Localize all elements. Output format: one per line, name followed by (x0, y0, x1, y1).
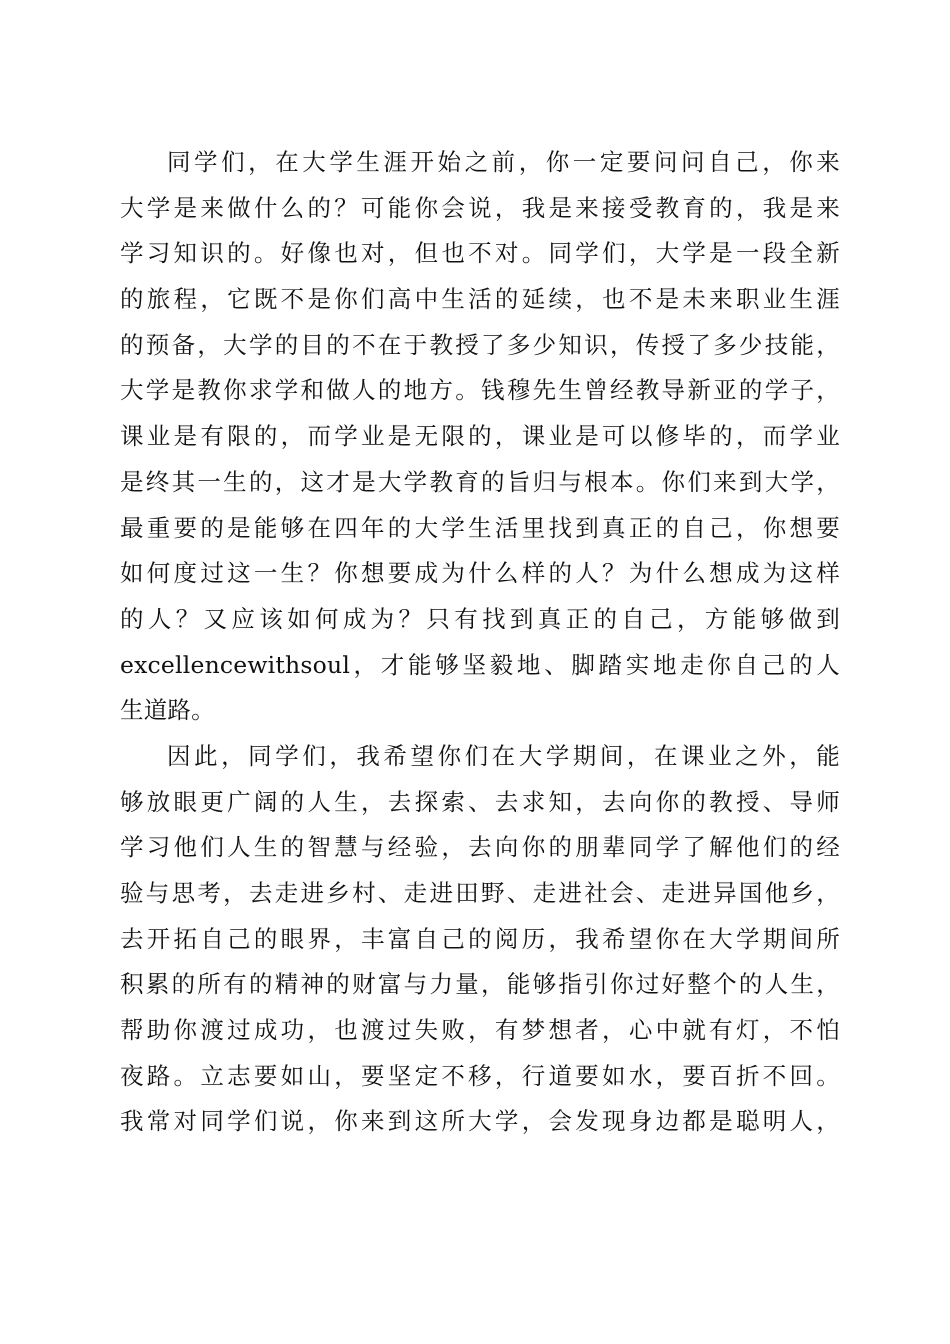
text-line: 帮助你渡过成功，也渡过失败，有梦想者，心中就有灯，不怕 (120, 1016, 840, 1045)
text-line: 如何度过这一生？你想要成为什么样的人？为什么想成为这样 (120, 559, 840, 588)
paragraph-1 (120, 140, 840, 734)
text-line: 同学们，在大学生涯开始之前，你一定要问问自己，你来 (167, 148, 840, 176)
text-line: 大学是教你求学和做人的地方。钱穆先生曾经教导新亚的学子， (120, 376, 840, 405)
text-line: 的旅程，它既不是你们高中生活的延续，也不是未来职业生涯 (120, 285, 840, 314)
text-line: 去开拓自己的眼界，丰富自己的阅历，我希望你在大学期间所 (120, 924, 840, 953)
text-line: 够放眼更广阔的人生，去探索、去求知，去向你的教授、导师 (120, 787, 840, 816)
text-line: 生道路。 (120, 696, 215, 725)
text-line: 验与思考，去走进乡村、走进田野、走进社会、走进异国他乡， (120, 879, 840, 907)
text-line: 学习他们人生的智慧与经验，去向你的朋辈同学了解他们的经 (120, 833, 840, 862)
text-line: 课业是有限的，而学业是无限的，课业是可以修毕的，而学业 (120, 422, 840, 451)
text-line: 的人？又应该如何成为？只有找到真正的自己，方能够做到 (120, 604, 840, 633)
text-line: 学习知识的。好像也对，但也不对。同学们，大学是一段全新 (120, 239, 840, 268)
text-line: 大学是来做什么的？可能你会说，我是来接受教育的，我是来 (120, 193, 840, 222)
text-line: 的预备，大学的目的不在于教授了多少知识，传授了多少技能， (120, 330, 840, 359)
paragraph-2 (120, 734, 840, 1145)
text-line: 因此，同学们，我希望你们在大学期间，在课业之外，能 (167, 741, 840, 770)
text-line: 我常对同学们说，你来到这所大学，会发现身边都是聪明人， (120, 1107, 840, 1136)
document-body (120, 140, 840, 1145)
text-line: excellencewithsoul，才能够坚毅地、脚踏实地走你自己的人 (120, 650, 840, 679)
text-line: 最重要的是能够在四年的大学生活里找到真正的自己，你想要 (120, 513, 840, 542)
text-line: 夜路。立志要如山，要坚定不移，行道要如水，要百折不回。 (120, 1061, 840, 1090)
text-line: 是终其一生的，这才是大学教育的旨归与根本。你们来到大学， (120, 467, 840, 496)
text-line: 积累的所有的精神的财富与力量，能够指引你过好整个的人生， (120, 970, 840, 999)
